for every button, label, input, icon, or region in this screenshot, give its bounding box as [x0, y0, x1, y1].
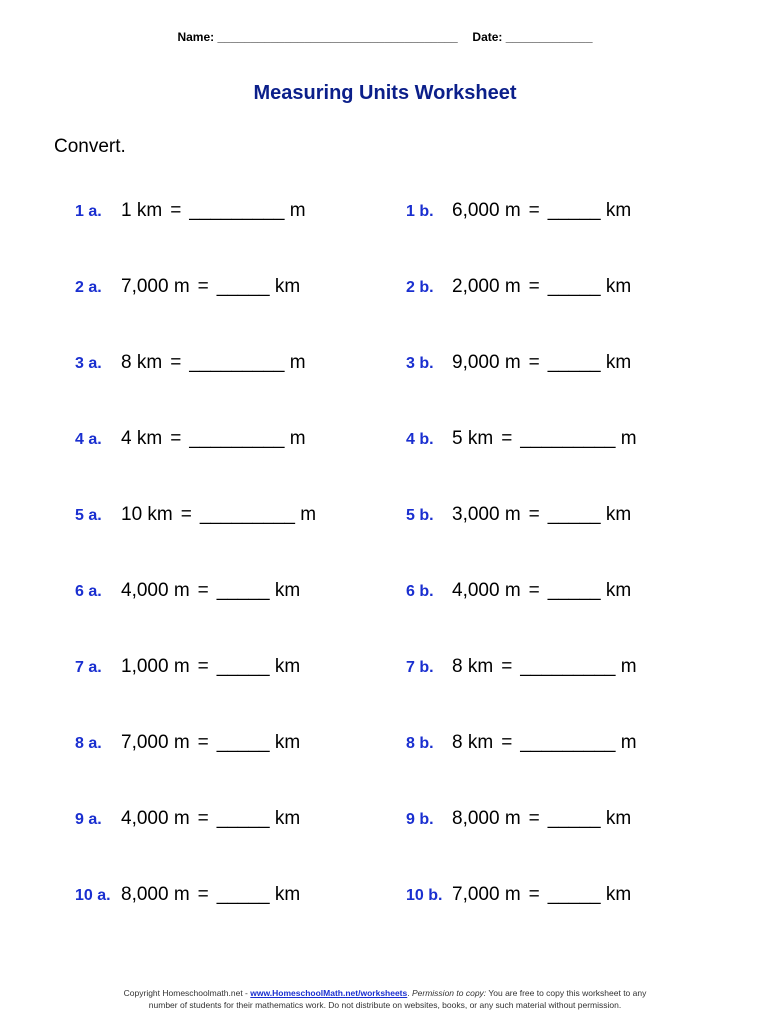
- target-unit: km: [274, 884, 301, 905]
- problem-label: 1 b.: [406, 203, 434, 220]
- problem-label: 2 b.: [406, 279, 434, 296]
- given-value: 8 km: [452, 732, 494, 753]
- footer: Copyright Homeschoolmath.net - www.HomeschoolMath.net/worksheets. Permission to copy: You are free to copy this worksheet to any number of students for their mathematics work. Do not distribute on websites, books, or any such material without permission.: [0, 987, 770, 1011]
- target-unit: km: [605, 276, 632, 297]
- copyright-text: Copyright Homeschoolmath.net -: [123, 988, 248, 998]
- answer-blank[interactable]: _____: [216, 884, 270, 905]
- problem-label: 10 a.: [75, 887, 111, 904]
- answer-blank[interactable]: _________: [199, 504, 295, 525]
- problem-label: 7 a.: [75, 659, 102, 676]
- permission-text-line2: number of students for their mathematics work. Do not distribute on websites, books, or any such material without permission.: [148, 1000, 622, 1010]
- target-unit: m: [620, 656, 637, 677]
- target-unit: km: [274, 580, 301, 601]
- problem-4a: [75, 426, 306, 452]
- answer-blank[interactable]: _________: [189, 352, 285, 373]
- equals-sign: =: [528, 276, 540, 297]
- answer-blank[interactable]: _____: [216, 732, 270, 753]
- given-value: 10 km: [121, 504, 173, 525]
- answer-blank[interactable]: _________: [189, 200, 285, 221]
- given-value: 8 km: [121, 352, 163, 373]
- equals-sign: =: [180, 504, 192, 525]
- target-unit: km: [274, 276, 301, 297]
- answer-blank[interactable]: _____: [216, 808, 270, 829]
- target-unit: m: [289, 352, 306, 373]
- answer-blank[interactable]: _____: [216, 580, 270, 601]
- target-unit: km: [605, 580, 632, 601]
- given-value: 4,000 m: [121, 808, 190, 829]
- target-unit: m: [620, 732, 637, 753]
- problem-label: 3 a.: [75, 355, 102, 372]
- problem-1b: [406, 198, 631, 224]
- target-unit: m: [289, 200, 306, 221]
- given-value: 2,000 m: [452, 276, 521, 297]
- target-unit: km: [605, 352, 632, 373]
- problem-3a: [75, 350, 306, 376]
- equals-sign: =: [528, 352, 540, 373]
- given-value: 4,000 m: [121, 580, 190, 601]
- problem-label: 3 b.: [406, 355, 434, 372]
- problem-5a: [75, 502, 316, 528]
- problem-9a: [75, 806, 300, 832]
- answer-blank[interactable]: _____: [547, 580, 601, 601]
- equals-sign: =: [170, 200, 182, 221]
- given-value: 8 km: [452, 656, 494, 677]
- problem-6a: [75, 578, 300, 604]
- problem-label: 8 a.: [75, 735, 102, 752]
- given-value: 8,000 m: [121, 884, 190, 905]
- problem-label: 8 b.: [406, 735, 434, 752]
- given-value: 4 km: [121, 428, 163, 449]
- problem-7a: [75, 654, 300, 680]
- worksheet-title: Measuring Units Worksheet: [253, 82, 517, 104]
- problem-10b: [406, 882, 631, 908]
- homeschoolmath-link[interactable]: www.HomeschoolMath.net/worksheets: [250, 988, 408, 998]
- answer-blank[interactable]: _____: [547, 884, 601, 905]
- problem-label: 2 a.: [75, 279, 102, 296]
- given-value: 8,000 m: [452, 808, 521, 829]
- problem-1a: [75, 198, 306, 224]
- permission-label: Permission to copy:: [411, 988, 487, 998]
- problem-8b: [406, 730, 637, 756]
- problem-label: 9 b.: [406, 811, 434, 828]
- equals-sign: =: [197, 656, 209, 677]
- equals-sign: =: [528, 884, 540, 905]
- answer-blank[interactable]: _____: [547, 352, 601, 373]
- given-value: 9,000 m: [452, 352, 521, 373]
- equals-sign: =: [501, 656, 513, 677]
- equals-sign: =: [170, 428, 182, 449]
- answer-blank[interactable]: _____: [216, 276, 270, 297]
- problem-label: 6 a.: [75, 583, 102, 600]
- problem-label: 4 b.: [406, 431, 434, 448]
- problem-5b: [406, 502, 631, 528]
- answer-blank[interactable]: _________: [520, 732, 616, 753]
- equals-sign: =: [528, 200, 540, 221]
- given-value: 1,000 m: [121, 656, 190, 677]
- instruction-text: Convert.: [54, 136, 126, 157]
- given-value: 3,000 m: [452, 504, 521, 525]
- equals-sign: =: [501, 732, 513, 753]
- target-unit: m: [300, 504, 317, 525]
- name-date-header: [0, 30, 770, 44]
- problem-label: 1 a.: [75, 203, 102, 220]
- target-unit: km: [274, 656, 301, 677]
- given-value: 1 km: [121, 200, 163, 221]
- target-unit: km: [605, 884, 632, 905]
- answer-blank[interactable]: _________: [520, 656, 616, 677]
- target-unit: m: [289, 428, 306, 449]
- problem-3b: [406, 350, 631, 376]
- answer-blank[interactable]: _____: [547, 808, 601, 829]
- problem-4b: [406, 426, 637, 452]
- answer-blank[interactable]: _________: [189, 428, 285, 449]
- equals-sign: =: [197, 580, 209, 601]
- equals-sign: =: [501, 428, 513, 449]
- answer-blank[interactable]: _____: [547, 504, 601, 525]
- given-value: 4,000 m: [452, 580, 521, 601]
- problem-label: 10 b.: [406, 887, 443, 904]
- target-unit: km: [605, 808, 632, 829]
- equals-sign: =: [528, 504, 540, 525]
- given-value: 7,000 m: [121, 276, 190, 297]
- equals-sign: =: [197, 732, 209, 753]
- problem-label: 5 a.: [75, 507, 102, 524]
- answer-blank[interactable]: _________: [520, 428, 616, 449]
- name-field[interactable]: Name: ____________________________________: [177, 30, 458, 44]
- problem-10a: [75, 882, 300, 908]
- problem-label: 7 b.: [406, 659, 434, 676]
- equals-sign: =: [197, 276, 209, 297]
- target-unit: km: [605, 200, 632, 221]
- given-value: 6,000 m: [452, 200, 521, 221]
- given-value: 7,000 m: [452, 884, 521, 905]
- problem-label: 9 a.: [75, 811, 102, 828]
- equals-sign: =: [197, 884, 209, 905]
- equals-sign: =: [170, 352, 182, 373]
- problem-label: 6 b.: [406, 583, 434, 600]
- problem-8a: [75, 730, 300, 756]
- target-unit: m: [620, 428, 637, 449]
- equals-sign: =: [197, 808, 209, 829]
- problem-label: 4 a.: [75, 431, 102, 448]
- problem-2b: [406, 274, 631, 300]
- target-unit: km: [274, 732, 301, 753]
- given-value: 5 km: [452, 428, 494, 449]
- problem-6b: [406, 578, 631, 604]
- date-field[interactable]: Date: _____________: [472, 30, 593, 44]
- equals-sign: =: [528, 580, 540, 601]
- answer-blank[interactable]: _____: [216, 656, 270, 677]
- problem-9b: [406, 806, 631, 832]
- equals-sign: =: [528, 808, 540, 829]
- answer-blank[interactable]: _____: [547, 200, 601, 221]
- problem-2a: [75, 274, 300, 300]
- target-unit: km: [605, 504, 632, 525]
- target-unit: km: [274, 808, 301, 829]
- given-value: 7,000 m: [121, 732, 190, 753]
- problem-7b: [406, 654, 637, 680]
- problem-label: 5 b.: [406, 507, 434, 524]
- answer-blank[interactable]: _____: [547, 276, 601, 297]
- permission-text-line1: You are free to copy this worksheet to any: [488, 988, 647, 998]
